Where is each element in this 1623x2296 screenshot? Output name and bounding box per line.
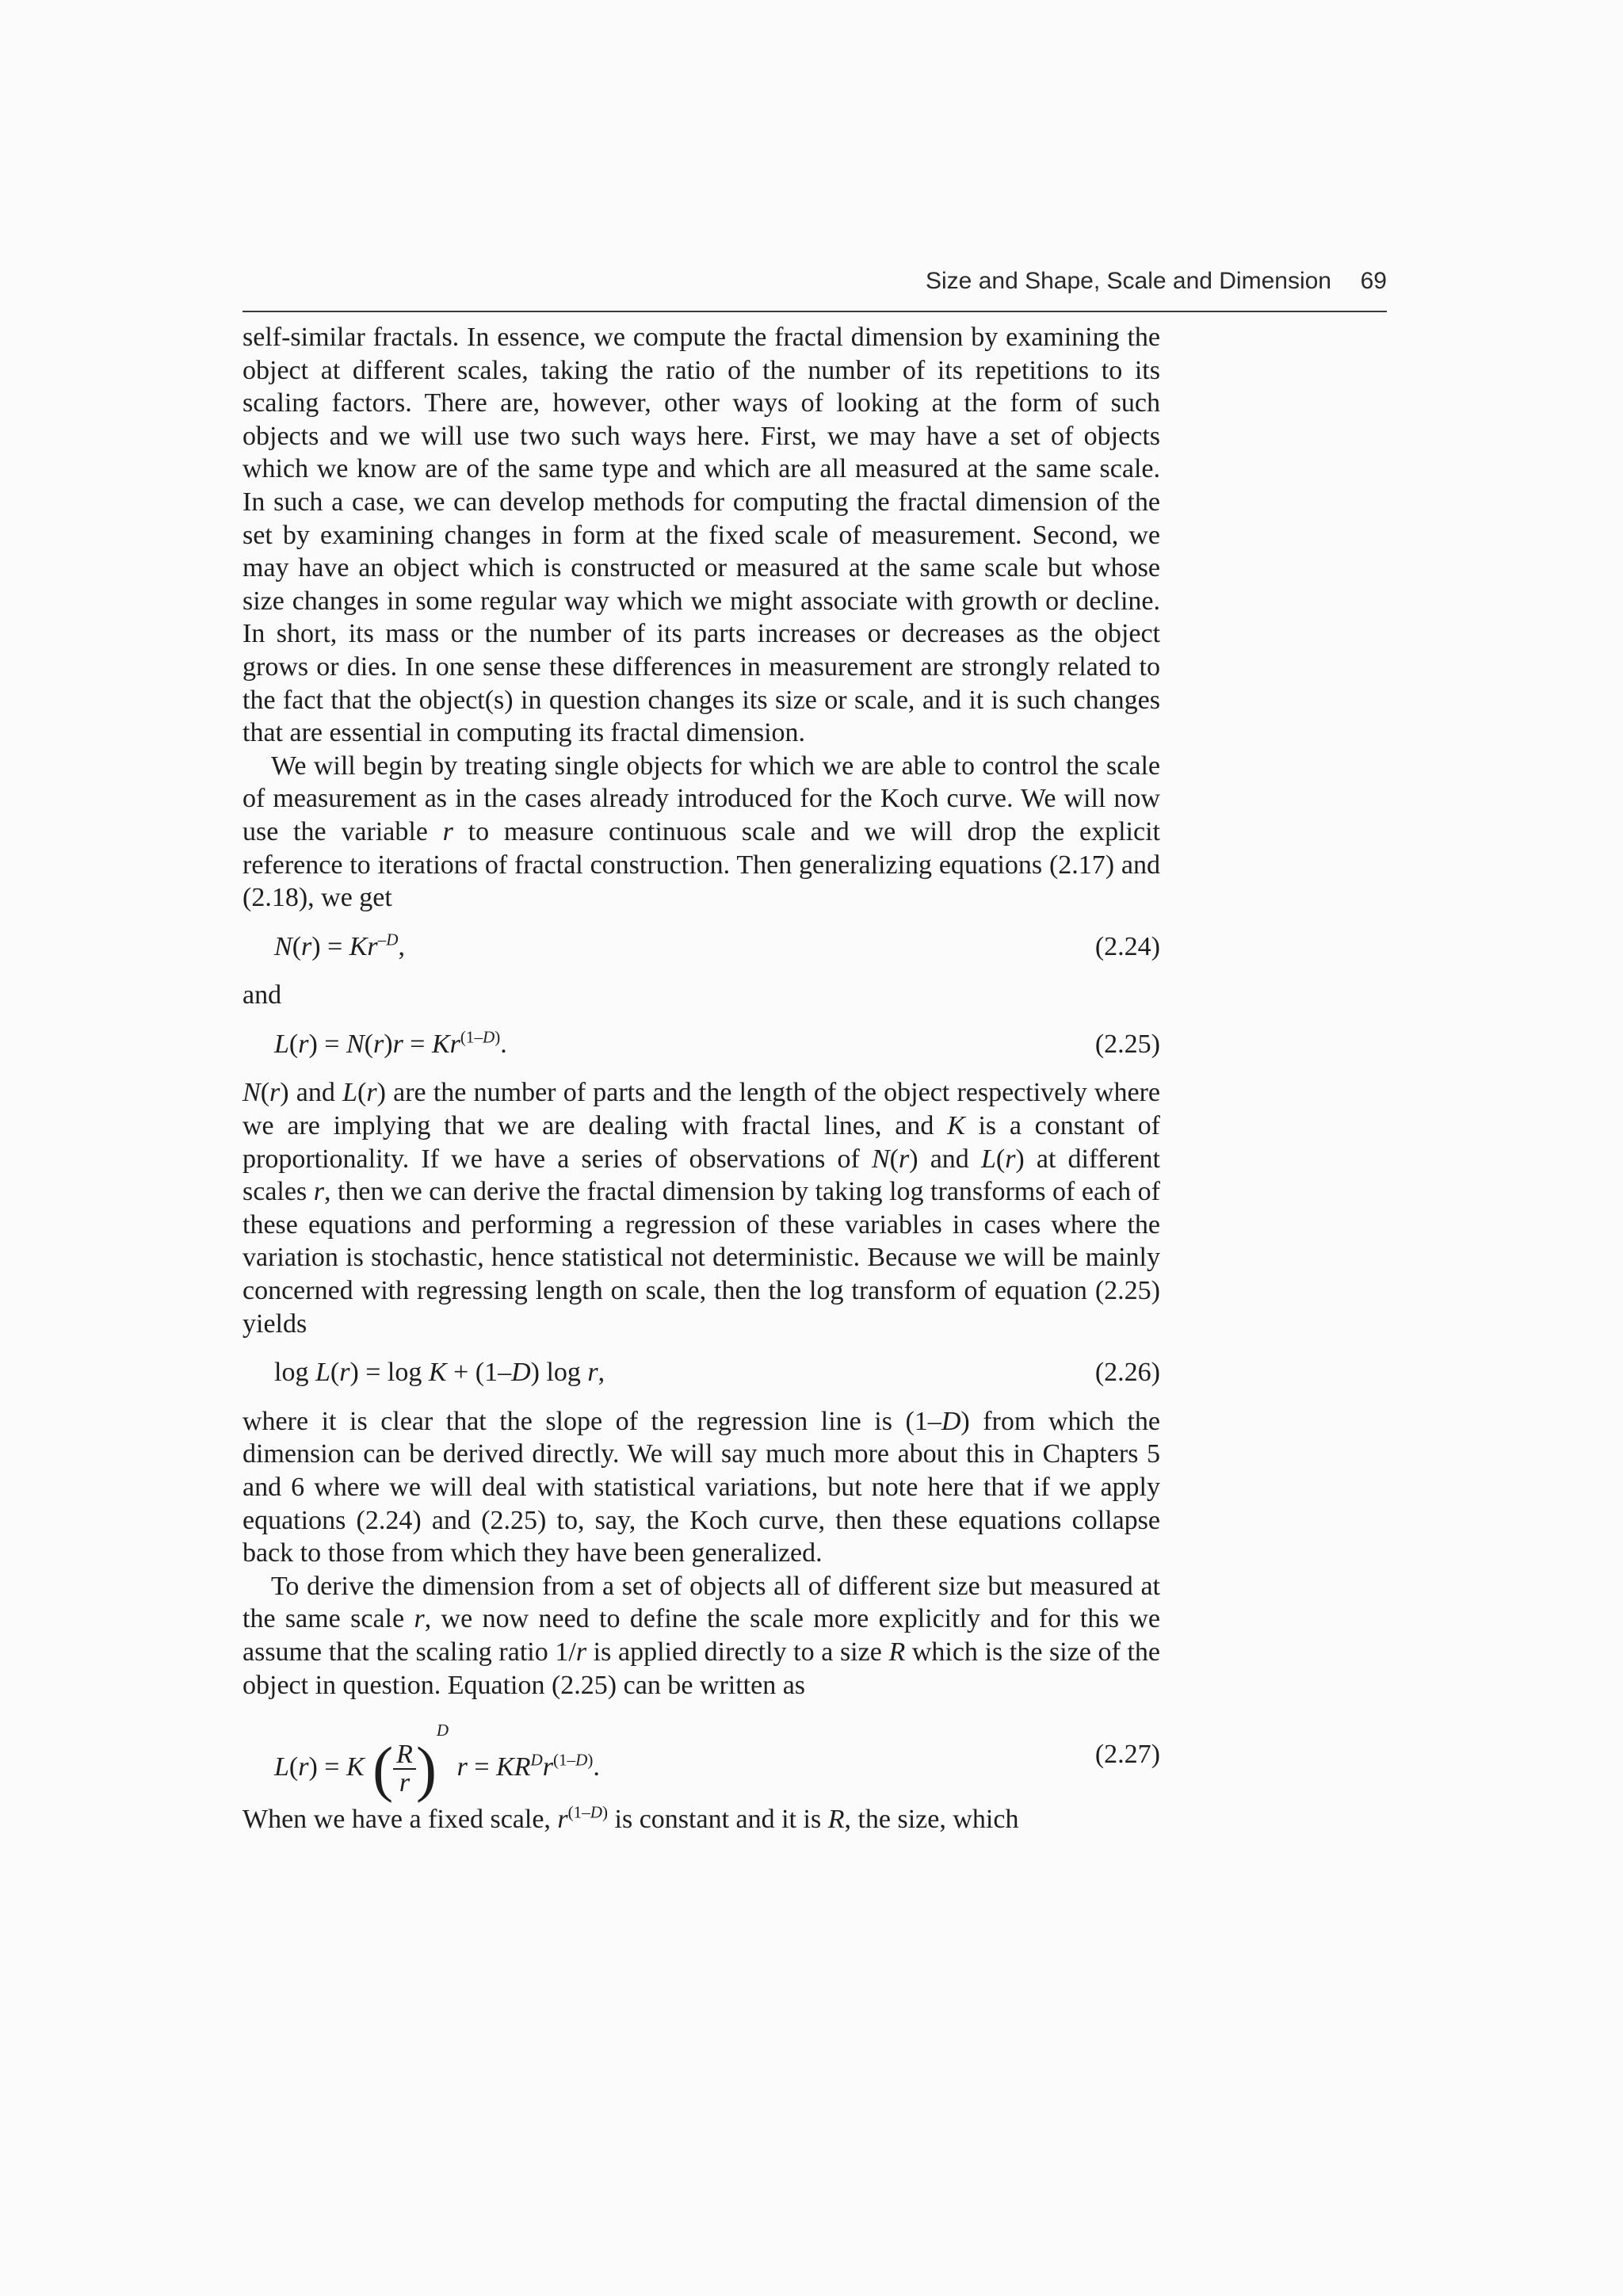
equation-2-27 [242,1716,1160,1804]
connector-text: and [242,980,282,1010]
equation-expression: log L(r) = log K + (1–D) log r, [274,1358,605,1388]
running-title: Size and Shape, Scale and Dimension [926,268,1331,294]
equation-2-25 [242,1028,1160,1061]
equation-2-26 [242,1356,1160,1389]
equation-expression: $N(r) = Kr^{-D}$, [274,930,405,961]
equation-number: (2.26) [1094,1358,1160,1388]
equation-number: (2.25) [1094,1029,1160,1059]
paragraph-5: To derive the dimension from a set of objects all of different size but measured at the same scale r, we now need to define the scale more explicitly and for this we assume that the scaling ratio 1/r is applied directly to a size R which is the size of the object in question. Equation (2.25) can be written as [242,1571,1161,1700]
body-text [242,321,1160,1836]
header-rule [242,311,1387,312]
equation-number: (2.24) [1094,931,1160,961]
equation-expression: L(r) = K ( $\frac{R}{r}$ )$^D$ $r = KR^Dr^{(1-D)}$. [274,1720,600,1804]
running-head [242,268,1387,308]
equation-expression: $L(r) = N(r)r = Kr^{(1-D)}$. [274,1027,507,1059]
equation-2-24 [242,930,1160,964]
page-number: 69 [1360,268,1387,294]
paragraph-4: where it is clear that the slope of the regression line is (1–D) from which the dimension can be derived directly. We will say much more about this in Chapters 5 and 6 where we will deal with statistical variations, but note here that if we apply equations (2.24) and (2.25) to, say, the Koch curve, then these equations collapse back to those from which they have been generalized. [242,1406,1160,1568]
paragraph-1: self-similar fractals. In essence, we compute the fractal dimension by examining the object at different scales, taking the ratio of the number of its repetitions to its scaling factors. There are, however, other ways of looking at the form of such objects and we will use two such ways here. First, we may have a set of objects which we know are of the same type and which are all measured at the same scale. In such a case, we can develop methods for computing the fractal dimension of the set by examining changes in form at the fixed scale of measurement. Second, we may have an object which is constructed or measured at the same scale but whose size changes in some regular way which we might associate with growth or decline. In short, its mass or the number of its parts increases or decreases as the object grows or dies. In one sense these differences in measurement are strongly related to the fact that the object(s) in question changes its size or scale, and it is such changes that are essential in computing its fractal dimension. [242,323,1160,748]
paragraph-3: N(r) and L(r) are the number of parts and the length of the object respectively where we are implying that we are dealing with fractal lines, and K is a constant of proportionality. If we have a series of observations of N(r) and L(r) at different scales r, then we can derive the fractal dimension by taking log transforms of each of these equations and performing a regression of these variables in cases where the variation is stochastic, hence statistical not deterministic. Because we will be mainly concerned with regressing length on scale, then the log transform of equation (2.25) yields [242,1078,1161,1339]
paragraph-6: When we have a fixed scale, $r^{(1-D)}$ is constant and it is R, the size, which [242,1802,1019,1835]
paragraph-2: We will begin by treating single objects for which we are able to control the scale of measurement as in the cases already introduced for the Koch curve. We will now use the variable r to measure continuous scale and we will drop the explicit reference to iterations of fractal construction. Then generalizing equations (2.17) and (2.18), we get [242,751,1160,913]
equation-number: (2.27) [1094,1740,1160,1770]
fraction-r-over-r: ( $\frac{R}{r}$ )$^D$ [372,1720,449,1804]
